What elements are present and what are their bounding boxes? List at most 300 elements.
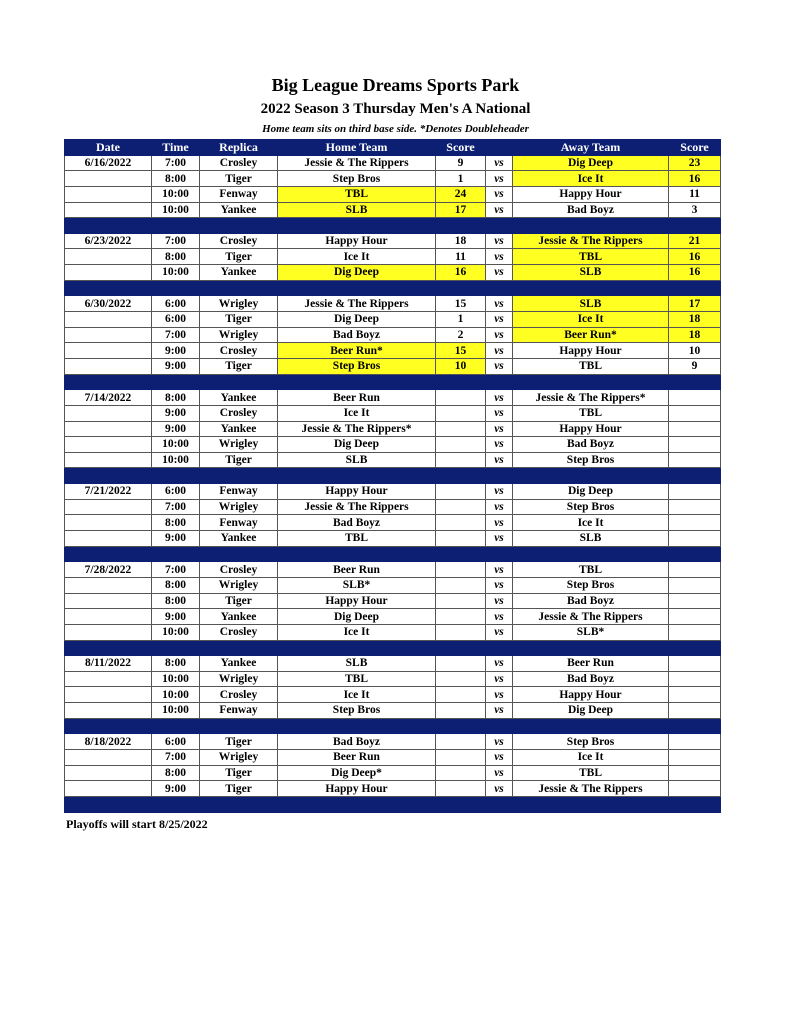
game-field: Crosley [200, 624, 278, 640]
away-score: 18 [669, 312, 721, 328]
separator-cell [152, 468, 200, 484]
away-score: 3 [669, 202, 721, 218]
home-score [436, 671, 486, 687]
schedule-table [64, 139, 721, 813]
game-time: 10:00 [152, 452, 200, 468]
game-row [65, 265, 721, 281]
header-date: Date [65, 140, 152, 156]
home-score [436, 577, 486, 593]
game-row [65, 765, 721, 781]
game-time: 10:00 [152, 186, 200, 202]
separator-cell [200, 796, 278, 812]
week-separator [65, 468, 721, 484]
game-time: 10:00 [152, 437, 200, 453]
vs-label: vs [486, 296, 513, 312]
away-team: Dig Deep [513, 484, 669, 500]
vs-label: vs [486, 515, 513, 531]
away-team: SLB [513, 296, 669, 312]
game-time: 8:00 [152, 515, 200, 531]
away-team: Happy Hour [513, 343, 669, 359]
home-score: 11 [436, 249, 486, 265]
game-field: Fenway [200, 186, 278, 202]
game-date: 6/23/2022 [65, 233, 152, 249]
separator-cell [436, 374, 486, 390]
away-score [669, 671, 721, 687]
away-score: 18 [669, 327, 721, 343]
home-team: Step Bros [278, 358, 436, 374]
game-time: 10:00 [152, 703, 200, 719]
game-row [65, 734, 721, 750]
separator-cell [200, 468, 278, 484]
game-time: 9:00 [152, 531, 200, 547]
home-team: Step Bros [278, 171, 436, 187]
away-score [669, 421, 721, 437]
game-row [65, 671, 721, 687]
home-score [436, 734, 486, 750]
vs-label: vs [486, 405, 513, 421]
away-score: 23 [669, 155, 721, 171]
home-score: 1 [436, 312, 486, 328]
away-score [669, 765, 721, 781]
page-subtitle: 2022 Season 3 Thursday Men's A National [260, 101, 531, 117]
separator-cell [669, 640, 721, 656]
away-score [669, 749, 721, 765]
away-score: 16 [669, 249, 721, 265]
away-score [669, 593, 721, 609]
home-team: SLB [278, 452, 436, 468]
home-score: 16 [436, 265, 486, 281]
home-score [436, 562, 486, 578]
separator-cell [513, 280, 669, 296]
game-row [65, 515, 721, 531]
week-separator [65, 218, 721, 234]
game-date [65, 421, 152, 437]
home-team: Jessie & The Rippers [278, 155, 436, 171]
home-team: Bad Boyz [278, 515, 436, 531]
vs-label: vs [486, 233, 513, 249]
separator-cell [278, 546, 436, 562]
away-team: Step Bros [513, 577, 669, 593]
game-date: 7/14/2022 [65, 390, 152, 406]
home-team: Jessie & The Rippers [278, 499, 436, 515]
separator-cell [278, 796, 436, 812]
home-score: 9 [436, 155, 486, 171]
page-title: Big League Dreams Sports Park [271, 75, 520, 95]
home-score [436, 749, 486, 765]
game-date [65, 593, 152, 609]
game-time: 7:00 [152, 499, 200, 515]
week-separator [65, 280, 721, 296]
week-separator [65, 640, 721, 656]
away-team: Jessie & The Rippers* [513, 390, 669, 406]
away-score [669, 734, 721, 750]
home-score [436, 687, 486, 703]
separator-cell [152, 640, 200, 656]
away-score [669, 624, 721, 640]
game-time: 8:00 [152, 249, 200, 265]
home-score [436, 437, 486, 453]
game-field: Fenway [200, 484, 278, 500]
game-time: 9:00 [152, 421, 200, 437]
away-score: 16 [669, 171, 721, 187]
away-team: Step Bros [513, 734, 669, 750]
game-field: Tiger [200, 249, 278, 265]
separator-cell [436, 280, 486, 296]
home-score: 10 [436, 358, 486, 374]
vs-label: vs [486, 765, 513, 781]
home-team: Happy Hour [278, 781, 436, 797]
game-row [65, 562, 721, 578]
game-row [65, 186, 721, 202]
away-score [669, 390, 721, 406]
home-score: 15 [436, 343, 486, 359]
game-field: Wrigley [200, 296, 278, 312]
separator-cell [200, 640, 278, 656]
game-row [65, 421, 721, 437]
away-team: Jessie & The Rippers [513, 781, 669, 797]
game-row [65, 703, 721, 719]
away-team: SLB* [513, 624, 669, 640]
game-row [65, 296, 721, 312]
game-row [65, 609, 721, 625]
away-score [669, 656, 721, 672]
separator-cell [65, 640, 152, 656]
away-score [669, 562, 721, 578]
separator-cell [513, 468, 669, 484]
game-row [65, 687, 721, 703]
home-team: Dig Deep* [278, 765, 436, 781]
home-team: Ice It [278, 405, 436, 421]
separator-cell [436, 218, 486, 234]
separator-cell [152, 796, 200, 812]
home-team: Dig Deep [278, 437, 436, 453]
away-score [669, 687, 721, 703]
game-time: 9:00 [152, 405, 200, 421]
away-team: Jessie & The Rippers [513, 609, 669, 625]
game-field: Yankee [200, 202, 278, 218]
away-team: Dig Deep [513, 703, 669, 719]
separator-cell [65, 546, 152, 562]
vs-label: vs [486, 265, 513, 281]
away-score: 9 [669, 358, 721, 374]
away-team: Bad Boyz [513, 202, 669, 218]
header-away-team: Away Team [513, 140, 669, 156]
vs-label: vs [486, 437, 513, 453]
doubleheader-note: Home team sits on third base side. *Denotes Doubleheader [262, 123, 529, 135]
vs-label: vs [486, 249, 513, 265]
game-row [65, 499, 721, 515]
game-date [65, 687, 152, 703]
game-time: 8:00 [152, 593, 200, 609]
home-score [436, 593, 486, 609]
separator-cell [152, 718, 200, 734]
vs-label: vs [486, 687, 513, 703]
game-field: Tiger [200, 312, 278, 328]
vs-label: vs [486, 484, 513, 500]
home-team: Bad Boyz [278, 327, 436, 343]
vs-label: vs [486, 343, 513, 359]
vs-label: vs [486, 202, 513, 218]
separator-cell [200, 546, 278, 562]
away-team: Step Bros [513, 499, 669, 515]
vs-label: vs [486, 734, 513, 750]
playoffs-note: Playoffs will start 8/25/2022 [66, 817, 208, 831]
separator-cell [669, 280, 721, 296]
game-row [65, 484, 721, 500]
vs-label: vs [486, 671, 513, 687]
home-team: Dig Deep [278, 609, 436, 625]
game-field: Tiger [200, 781, 278, 797]
away-score [669, 703, 721, 719]
game-time: 7:00 [152, 233, 200, 249]
home-team: SLB [278, 202, 436, 218]
game-field: Tiger [200, 452, 278, 468]
home-score [436, 781, 486, 797]
home-score [436, 515, 486, 531]
separator-cell [65, 796, 152, 812]
game-field: Fenway [200, 515, 278, 531]
separator-cell [513, 640, 669, 656]
vs-label: vs [486, 624, 513, 640]
game-date [65, 249, 152, 265]
home-team: Jessie & The Rippers [278, 296, 436, 312]
game-time: 10:00 [152, 202, 200, 218]
game-field: Crosley [200, 405, 278, 421]
away-team: Step Bros [513, 452, 669, 468]
game-field: Tiger [200, 358, 278, 374]
home-score [436, 452, 486, 468]
away-team: Ice It [513, 171, 669, 187]
game-field: Yankee [200, 265, 278, 281]
separator-cell [513, 546, 669, 562]
game-field: Wrigley [200, 327, 278, 343]
week-separator [65, 546, 721, 562]
game-date [65, 765, 152, 781]
game-row [65, 249, 721, 265]
home-score: 18 [436, 233, 486, 249]
game-field: Tiger [200, 765, 278, 781]
game-time: 10:00 [152, 687, 200, 703]
game-field: Tiger [200, 593, 278, 609]
game-field: Wrigley [200, 749, 278, 765]
home-team: Step Bros [278, 703, 436, 719]
away-score: 17 [669, 296, 721, 312]
game-time: 6:00 [152, 734, 200, 750]
game-row [65, 358, 721, 374]
game-date [65, 609, 152, 625]
away-score [669, 609, 721, 625]
vs-label: vs [486, 593, 513, 609]
header-vs [486, 140, 513, 156]
separator-cell [486, 796, 513, 812]
game-time: 8:00 [152, 656, 200, 672]
separator-cell [486, 374, 513, 390]
game-date [65, 577, 152, 593]
game-field: Fenway [200, 703, 278, 719]
vs-label: vs [486, 703, 513, 719]
game-field: Yankee [200, 609, 278, 625]
separator-cell [669, 374, 721, 390]
game-date [65, 452, 152, 468]
away-score: 11 [669, 186, 721, 202]
vs-label: vs [486, 327, 513, 343]
game-date [65, 703, 152, 719]
separator-cell [436, 640, 486, 656]
game-row [65, 405, 721, 421]
separator-cell [278, 280, 436, 296]
game-date: 8/11/2022 [65, 656, 152, 672]
game-time: 10:00 [152, 624, 200, 640]
away-score [669, 531, 721, 547]
game-field: Tiger [200, 734, 278, 750]
game-date: 8/18/2022 [65, 734, 152, 750]
game-field: Wrigley [200, 671, 278, 687]
game-row [65, 327, 721, 343]
away-team: Ice It [513, 749, 669, 765]
away-team: Beer Run* [513, 327, 669, 343]
separator-cell [669, 218, 721, 234]
home-score [436, 531, 486, 547]
header-away-score: Score [669, 140, 721, 156]
game-row [65, 343, 721, 359]
game-field: Wrigley [200, 437, 278, 453]
separator-cell [200, 718, 278, 734]
game-field: Yankee [200, 656, 278, 672]
game-time: 8:00 [152, 577, 200, 593]
separator-cell [278, 718, 436, 734]
game-field: Tiger [200, 171, 278, 187]
game-date [65, 671, 152, 687]
away-team: Bad Boyz [513, 671, 669, 687]
game-date [65, 343, 152, 359]
header-row [65, 140, 721, 156]
game-date [65, 437, 152, 453]
game-row [65, 171, 721, 187]
home-team: Ice It [278, 624, 436, 640]
vs-label: vs [486, 312, 513, 328]
separator-cell [513, 718, 669, 734]
home-score: 17 [436, 202, 486, 218]
game-time: 9:00 [152, 343, 200, 359]
separator-cell [152, 280, 200, 296]
home-score [436, 609, 486, 625]
separator-cell [278, 218, 436, 234]
home-team: Dig Deep [278, 312, 436, 328]
vs-label: vs [486, 531, 513, 547]
away-team: TBL [513, 765, 669, 781]
game-time: 7:00 [152, 562, 200, 578]
separator-cell [278, 468, 436, 484]
game-row [65, 624, 721, 640]
separator-cell [486, 218, 513, 234]
home-score [436, 484, 486, 500]
separator-cell [65, 280, 152, 296]
vs-label: vs [486, 171, 513, 187]
away-score [669, 437, 721, 453]
home-team: Ice It [278, 249, 436, 265]
home-team: Ice It [278, 687, 436, 703]
game-row [65, 781, 721, 797]
home-team: SLB* [278, 577, 436, 593]
away-team: Happy Hour [513, 186, 669, 202]
game-time: 6:00 [152, 296, 200, 312]
away-team: TBL [513, 562, 669, 578]
game-date [65, 749, 152, 765]
separator-cell [436, 546, 486, 562]
separator-cell [436, 796, 486, 812]
away-score [669, 405, 721, 421]
home-team: Jessie & The Rippers* [278, 421, 436, 437]
home-team: Beer Run [278, 749, 436, 765]
vs-label: vs [486, 656, 513, 672]
away-score: 16 [669, 265, 721, 281]
vs-label: vs [486, 421, 513, 437]
separator-cell [436, 468, 486, 484]
separator-cell [486, 546, 513, 562]
away-score [669, 781, 721, 797]
vs-label: vs [486, 499, 513, 515]
separator-cell [513, 218, 669, 234]
home-team: TBL [278, 531, 436, 547]
away-team: TBL [513, 249, 669, 265]
game-date: 6/16/2022 [65, 155, 152, 171]
game-row [65, 656, 721, 672]
header-replica: Replica [200, 140, 278, 156]
game-date [65, 312, 152, 328]
away-score: 21 [669, 233, 721, 249]
home-team: Happy Hour [278, 484, 436, 500]
home-score [436, 765, 486, 781]
home-team: TBL [278, 186, 436, 202]
game-date: 6/30/2022 [65, 296, 152, 312]
separator-cell [513, 374, 669, 390]
vs-label: vs [486, 358, 513, 374]
schedule-body [65, 155, 721, 812]
separator-cell [278, 374, 436, 390]
separator-cell [486, 718, 513, 734]
game-time: 6:00 [152, 484, 200, 500]
game-row [65, 155, 721, 171]
home-team: Dig Deep [278, 265, 436, 281]
game-date: 7/28/2022 [65, 562, 152, 578]
separator-cell [436, 718, 486, 734]
vs-label: vs [486, 562, 513, 578]
away-team: Beer Run [513, 656, 669, 672]
game-field: Yankee [200, 421, 278, 437]
separator-cell [513, 796, 669, 812]
vs-label: vs [486, 452, 513, 468]
game-time: 10:00 [152, 265, 200, 281]
game-row [65, 452, 721, 468]
home-team: TBL [278, 671, 436, 687]
game-time: 10:00 [152, 671, 200, 687]
separator-cell [65, 718, 152, 734]
home-team: Happy Hour [278, 593, 436, 609]
game-time: 8:00 [152, 171, 200, 187]
away-team: Bad Boyz [513, 437, 669, 453]
game-field: Crosley [200, 343, 278, 359]
game-field: Wrigley [200, 499, 278, 515]
separator-cell [486, 468, 513, 484]
separator-cell [669, 796, 721, 812]
home-score [436, 624, 486, 640]
home-team: Beer Run* [278, 343, 436, 359]
game-time: 9:00 [152, 358, 200, 374]
away-team: Happy Hour [513, 687, 669, 703]
game-time: 9:00 [152, 781, 200, 797]
vs-label: vs [486, 781, 513, 797]
away-team: Ice It [513, 312, 669, 328]
